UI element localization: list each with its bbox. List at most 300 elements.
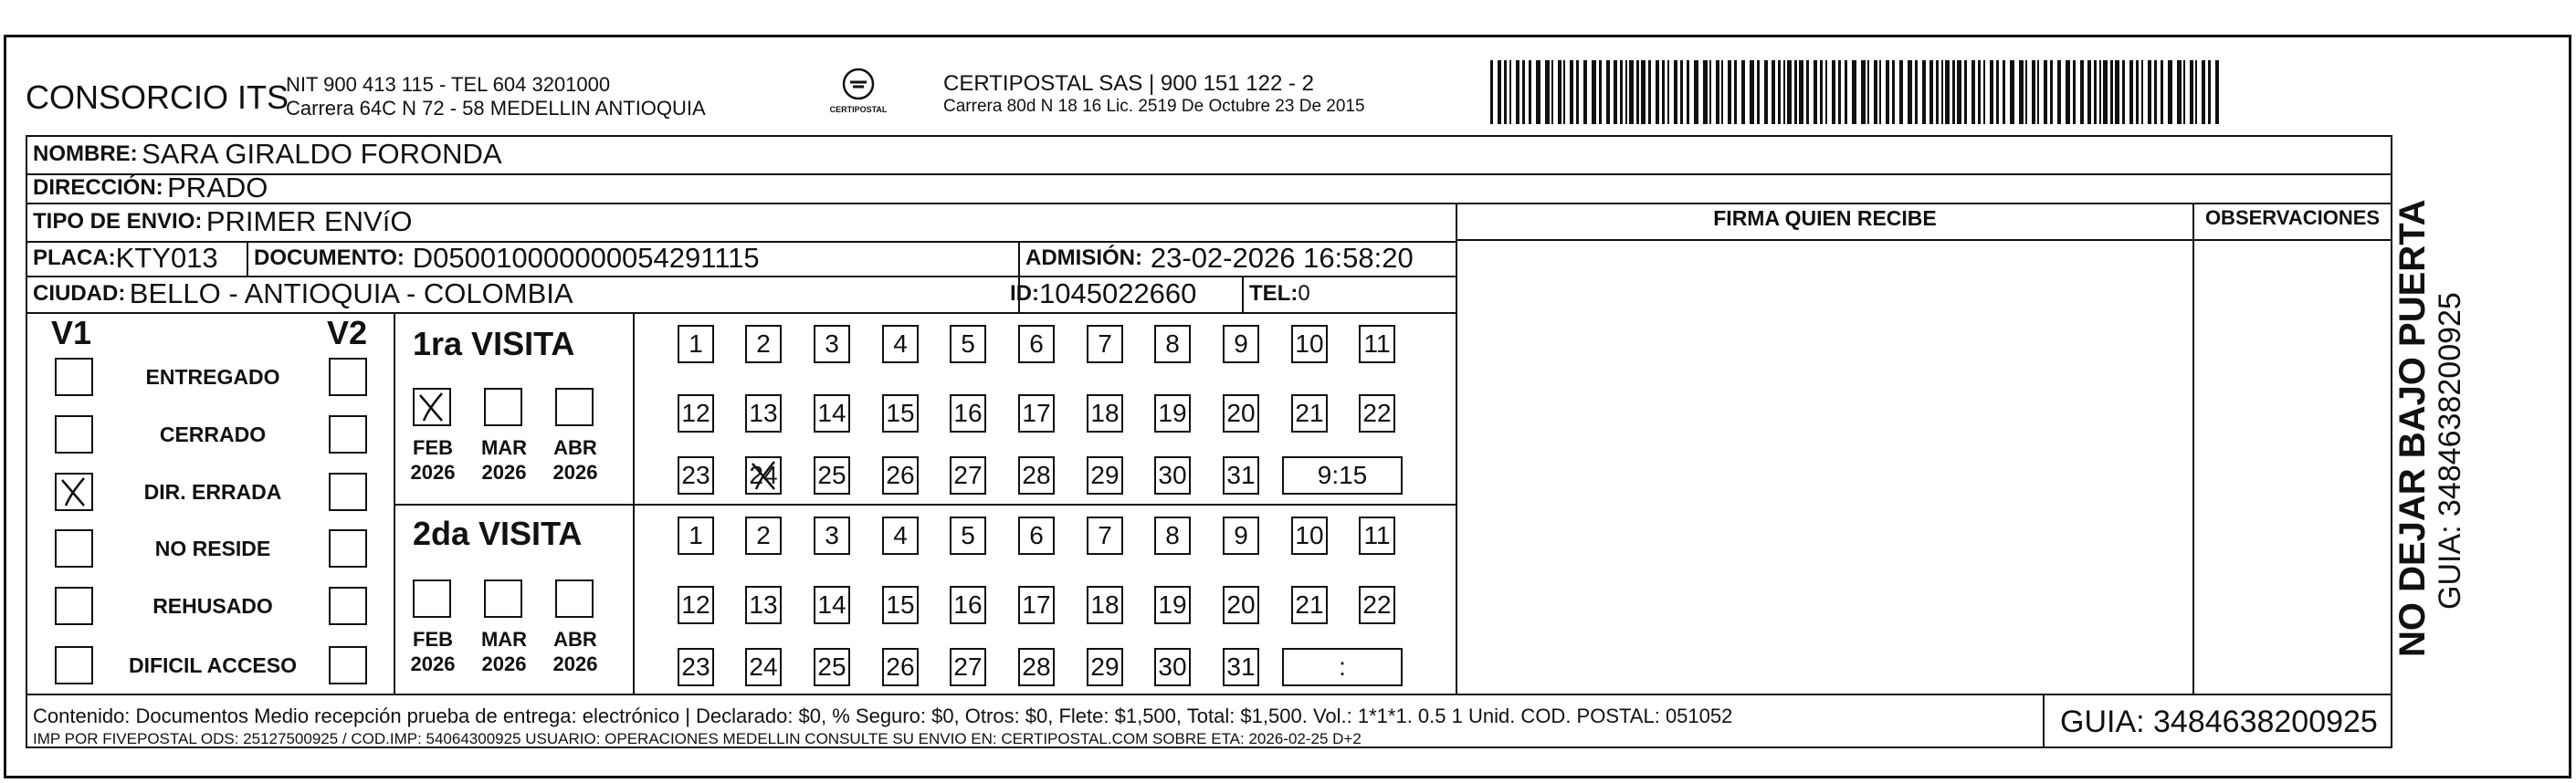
visit1-day-box [745,456,782,495]
barcode-bar [2129,60,2133,124]
barcode-bar [1563,60,1565,124]
barcode-bar [1964,60,1967,124]
barcode-bar [2195,60,2197,124]
visit1-day-box [1087,394,1123,433]
visit2-day-number: 27 [953,652,983,681]
visit2-day-box [950,517,986,555]
visit2-month-label [478,627,530,676]
v1-checkbox [55,358,93,396]
id-cell [1004,276,1196,312]
logo-text: CERTIPOSTAL [829,105,888,114]
visit1-day-box [745,325,782,363]
barcode-bar [1799,60,1803,124]
visit1-day-box [950,394,986,433]
barcode-bar [1629,60,1634,124]
v2-checkbox [329,529,367,568]
barcode-bar [1516,60,1519,124]
barcode-bar [2110,60,2113,124]
barcode-bar [1522,60,1525,124]
visit2-day-number: 10 [1295,521,1324,549]
barcode-bar [2025,60,2027,124]
handwritten-mark-icon [57,475,91,509]
barcode-bar [1908,60,1912,124]
barcode-bar [2032,60,2035,124]
barcode-bar [1509,60,1511,124]
visit1-day-number: 27 [953,461,983,489]
visit2-day-box [1291,517,1328,555]
handwritten-mark-icon [415,390,449,424]
visit1-time-box [1282,456,1403,495]
barcode-bar [1952,60,1955,124]
barcode-bar [2073,60,2076,124]
visit1-month-name: MAR [480,436,528,459]
tel-label: TEL: [1249,281,1299,306]
placa-cell [27,241,218,276]
visit1-day-box [1154,456,1191,495]
barcode-bar [1498,60,1501,124]
barcode-bar [1490,60,1493,124]
visit1-day-box [814,394,850,433]
direccion-value: PRADO [167,172,268,204]
barcode-bar [2050,60,2053,124]
barcode [1490,60,2223,124]
visit2-day-box [1018,648,1055,686]
visit1-time-value: 9:15 [1317,461,1368,489]
visit1-month-checkbox [555,388,594,426]
visit2-day-number: 22 [1362,590,1392,619]
side-text [2392,199,2467,657]
tel-value: 0 [1298,281,1310,306]
barcode-bar [1648,60,1651,124]
visit2-day-number: 19 [1158,590,1187,619]
barcode-bar [1915,60,1918,124]
side-warning: NO DEJAR BAJO PUERTA [2392,199,2433,657]
visit1-day-number: 9 [1234,329,1248,358]
visit1-day-box [1359,394,1395,433]
barcode-bar [1978,60,1981,124]
v2-checkbox [329,415,367,454]
visit1-day-box [1223,325,1259,363]
visit1-day-number: 3 [825,329,839,358]
visit2-day-number: 15 [886,590,915,619]
barcode-bar [2115,60,2119,124]
visit1-day-box [950,325,986,363]
visit2-day-box [678,517,714,555]
barcode-bar [1536,60,1540,124]
barcode-bar [2202,60,2205,124]
barcode-bar [1687,60,1689,124]
v2-checkbox [329,646,367,684]
visit1-day-number: 29 [1090,461,1120,489]
visit2-day-box [678,648,714,686]
visit1-day-number: 26 [886,461,915,489]
visit1-month-label [407,435,458,485]
visit1-day-box [1087,325,1123,363]
barcode-bar [2099,60,2101,124]
visit2-day-number: 12 [681,590,710,619]
visit2-month-year: 2026 [552,652,598,675]
barcode-bar [1551,60,1553,124]
barcode-bar [1783,60,1785,124]
barcode-bar [1852,60,1856,124]
visit2-day-number: 31 [1226,652,1256,681]
visit1-day-box [1154,325,1191,363]
barcode-bar [2044,60,2047,124]
direccion-label: DIRECCIÓN: [33,175,163,200]
barcode-bar [2010,60,2014,124]
visit1-day-number: 8 [1165,329,1180,358]
visit2-day-box [1223,586,1259,624]
visit2-time-box [1282,648,1403,686]
barcode-bar [2087,60,2091,124]
tel-cell [1244,276,1310,312]
barcode-bar [2154,60,2157,124]
visit2-month-checkbox [484,579,522,618]
visit1-day-box [1223,456,1259,495]
visit1-day-box [882,456,919,495]
visit1-day-number: 31 [1226,461,1256,489]
visit2-day-box [882,517,919,555]
barcode-bar [1814,60,1817,124]
status-label: CERRADO [159,423,267,446]
visit1-day-box [1087,456,1123,495]
admision-label: ADMISIÓN: [1025,245,1142,270]
company-nit: NIT 900 413 115 - TEL 604 3201000 [286,73,611,96]
visit1-day-box [1291,325,1328,363]
visit1-day-number: 15 [886,399,915,427]
visit1-day-number: 20 [1226,399,1256,427]
barcode-bar [2037,60,2039,124]
barcode-bar [1861,60,1866,124]
visit1-day-number: 14 [817,399,846,427]
visit1-day-box [1223,394,1259,433]
visit2-day-box [814,517,850,555]
barcode-bar [2122,60,2125,124]
visit2-day-box [1154,586,1191,624]
visit2-day-box [814,648,850,686]
admision-cell [1020,241,1414,276]
visit1-day-number: 10 [1295,329,1324,358]
visit2-day-number: 5 [961,521,975,549]
visit2-day-box [1087,648,1123,686]
barcode-bar [1558,60,1561,124]
barcode-bar [2190,60,2193,124]
barcode-bar [1879,60,1881,124]
barcode-bar [1922,60,1926,124]
id-value: 1045022660 [1039,277,1197,309]
barcode-bar [1899,60,1903,124]
visit2-day-number: 25 [817,652,846,681]
status-label: ENTREGADO [145,365,280,389]
visit2-day-box [1359,586,1395,624]
visit1-day-number: 6 [1029,329,1044,358]
visit1-day-number: 11 [1363,329,1391,358]
visit1-day-number: 7 [1098,329,1112,358]
visit1-month-year: 2026 [410,461,456,484]
barcode-bar [2177,60,2182,124]
barcode-bar [1504,60,1507,124]
barcode-bar [1545,60,1550,124]
certipostal-logo [826,68,890,122]
visit2-day-number: 28 [1022,652,1051,681]
id-label: ID: [1010,281,1039,306]
direccion-row [27,172,268,204]
barcode-bar [1570,60,1573,124]
visit2-month-label [550,627,601,676]
barcode-bar [1641,60,1645,124]
visit2-month-name: FEB [413,628,453,651]
barcode-bar [1716,60,1719,124]
visit2-month-name: MAR [480,628,528,651]
visit1-day-box [1291,394,1328,433]
barcode-bar [2215,60,2219,124]
visit2-day-number: 14 [817,590,846,619]
visit2-day-box [882,586,919,624]
visit2-month-name: ABR [553,628,597,651]
documento-label: DOCUMENTO: [254,245,405,270]
barcode-bar [1957,60,1961,124]
visit1-day-number: 28 [1022,461,1051,489]
visit1-day-number: 21 [1295,399,1324,427]
visit1-month-name: ABR [553,436,597,459]
logo-emblem-icon [840,68,877,100]
barcode-bar [1583,60,1587,124]
status-label: DIR. ERRADA [143,480,282,504]
tipo-envio-value: PRIMER ENVíO [205,205,413,237]
visit1-month-name: FEB [413,436,453,459]
barcode-bar [2094,60,2097,124]
barcode-bar [1990,60,1993,124]
visit2-day-number: 17 [1022,590,1051,619]
visit2-day-number: 2 [756,521,771,549]
visit2-day-box [745,517,782,555]
barcode-bar [1845,60,1847,124]
visit2-day-number: 18 [1090,590,1120,619]
visit1-month-checkbox [484,388,522,426]
v2-checkbox [329,473,367,511]
barcode-bar [1614,60,1617,124]
visit1-day-number: 25 [817,461,846,489]
visit2-day-number: 4 [893,521,908,549]
visit2-day-number: 6 [1029,521,1044,549]
visit2-time-value: : [1339,652,1346,681]
firma-label: FIRMA QUIEN RECIBE [1713,206,1937,230]
visit1-day-number: 17 [1022,399,1051,427]
barcode-bar [1662,60,1665,124]
barcode-bar [2080,60,2084,124]
visit2-day-number: 9 [1234,521,1248,549]
barcode-bar [1772,60,1775,124]
barcode-bar [1971,60,1975,124]
visit2-day-box [1154,648,1191,686]
carrier-address: Carrera 80d N 18 16 Lic. 2519 De Octubre 23 De 2015 [943,97,1365,116]
barcode-bar [2148,60,2151,124]
visit1-day-box [1018,394,1055,433]
status-label: NO RESIDE [154,537,271,560]
barcode-bar [1680,60,1683,124]
handwritten-mark-icon [747,458,782,493]
footer-guia: GUIA: 3484638200925 [2060,705,2378,739]
visit1-day-box [1018,325,1055,363]
barcode-bar [1674,60,1677,124]
documento-value: D050010000000054291115 [412,242,760,274]
barcode-bar [1656,60,1659,124]
barcode-bar [2019,60,2024,124]
visit1-day-box [882,394,919,433]
visit2-month-checkbox [413,579,451,618]
barcode-bar [1636,60,1639,124]
barcode-bar [1750,60,1754,124]
placa-value: KTY013 [115,242,218,274]
visit1-day-number: 13 [749,399,778,427]
visit1-title: 1ra VISITA [413,325,575,362]
visit2-month-checkbox [555,579,594,618]
barcode-bar [2208,60,2211,124]
visit2-day-number: 3 [825,521,839,549]
barcode-bar [1983,60,1985,124]
v1-checkbox [55,587,93,625]
status-label: DIFICIL ACCESO [128,653,297,677]
barcode-bar [1996,60,1999,124]
visit2-day-number: 29 [1090,652,1120,681]
visit1-day-number: 19 [1158,399,1187,427]
visit2-day-number: 21 [1295,590,1324,619]
side-guia: GUIA: 3484638200925 [2433,292,2467,610]
barcode-bar [1867,60,1869,124]
v2-checkbox [329,587,367,625]
v2-checkbox [329,358,367,396]
barcode-bar [1806,60,1809,124]
footer-imp: IMP POR FIVEPOSTAL ODS: 25127500925 / COD.IMP: 54064300925 USUARIO: OPERACIONES MEDELLIN CONSULTE SU ENVIO EN: CERTIPOSTAL.COM SOBRE ETA: 2026-02-25 D+2 [33,730,1362,747]
visit1-month-checkbox [413,388,451,426]
barcode-bar [1620,60,1623,124]
barcode-bar [2003,60,2005,124]
visit1-month-year: 2026 [481,461,527,484]
barcode-bar [1794,60,1797,124]
carrier-info [943,71,1365,117]
visit2-day-number: 20 [1226,590,1256,619]
barcode-bar [1625,60,1627,124]
barcode-bar [2103,60,2108,124]
barcode-bar [1694,60,1698,124]
visit1-day-number: 24 [749,461,778,489]
barcode-bar [2161,60,2163,124]
visit1-month-label [550,435,601,485]
visit1-day-number: 4 [893,329,908,358]
barcode-bar [1667,60,1669,124]
visit1-day-box [1359,325,1395,363]
observaciones-label: OBSERVACIONES [2204,206,2381,229]
visit1-month-label [478,435,530,485]
tipo-envio-row [27,203,412,241]
visit2-day-number: 16 [953,590,983,619]
barcode-bar [1576,60,1579,124]
v1-checkbox [55,473,93,511]
visit1-day-number: 18 [1090,399,1120,427]
visit2-day-box [814,586,850,624]
barcode-bar [1945,60,1950,124]
barcode-bar [1787,60,1792,124]
visit1-day-number: 23 [681,461,710,489]
visit2-month-year: 2026 [410,652,456,675]
visit2-month-label [407,627,458,676]
nombre-label: NOMBRE: [33,141,138,166]
barcode-bar [1703,60,1708,124]
v1-checkbox [55,529,93,568]
barcode-bar [1820,60,1823,124]
barcode-bar [1606,60,1610,124]
company-info [286,73,706,120]
side-panel [2392,160,2511,671]
visit2-day-box [1018,517,1055,555]
visit2-day-box [678,586,714,624]
nombre-value: SARA GIRALDO FORONDA [142,138,502,170]
visit2-title: 2da VISITA [413,515,583,552]
barcode-bar [1778,60,1781,124]
visit1-day-box [1154,394,1191,433]
visit1-day-box [814,325,850,363]
visit1-month-year: 2026 [552,461,598,484]
visit2-day-number: 11 [1363,521,1391,549]
visit1-day-number: 1 [689,329,703,358]
visit2-day-number: 13 [749,590,778,619]
ciudad-label: CIUDAD: [33,281,126,306]
barcode-bar [1721,60,1723,124]
barcode-bar [1709,60,1711,124]
visit1-day-box [1018,456,1055,495]
placa-label: PLACA: [33,245,116,270]
ciudad-cell [27,276,573,312]
visit2-day-box [1154,517,1191,555]
barcode-bar [1757,60,1760,124]
visit1-day-box [678,456,714,495]
v1-checkbox [55,415,93,454]
barcode-bar [1838,60,1841,124]
v2-label: V2 [327,314,368,351]
carrier-name: CERTIPOSTAL SAS | 900 151 122 - 2 [943,71,1314,96]
visit2-day-box [745,586,782,624]
visit2-day-number: 24 [749,652,778,681]
visit2-day-box [745,648,782,686]
nombre-row [27,135,502,173]
company-address: Carrera 64C N 72 - 58 MEDELLIN ANTIOQUIA [286,97,706,120]
visit2-day-box [1223,648,1259,686]
visit2-day-box [1087,586,1123,624]
visit2-day-number: 23 [681,652,710,681]
visit1-day-number: 2 [756,329,771,358]
barcode-bar [2066,60,2070,124]
visit2-day-number: 8 [1165,521,1180,549]
visit2-day-box [1291,586,1328,624]
visit1-day-number: 30 [1158,461,1187,489]
barcode-bar [1825,60,1827,124]
visit2-day-number: 30 [1158,652,1187,681]
visit2-day-box [950,586,986,624]
documento-cell [248,241,760,276]
visit2-day-box [950,648,986,686]
barcode-bar [1941,60,1943,124]
visit2-day-number: 7 [1098,521,1112,549]
visit1-day-box [678,325,714,363]
visit2-day-box [1087,517,1123,555]
v1-checkbox [55,646,93,684]
barcode-bar [2168,60,2172,124]
barcode-bar [1886,60,1889,124]
visit1-day-box [882,325,919,363]
barcode-bar [2183,60,2185,124]
barcode-bar [1592,60,1596,124]
tipo-envio-label: TIPO DE ENVIO: [33,209,203,234]
